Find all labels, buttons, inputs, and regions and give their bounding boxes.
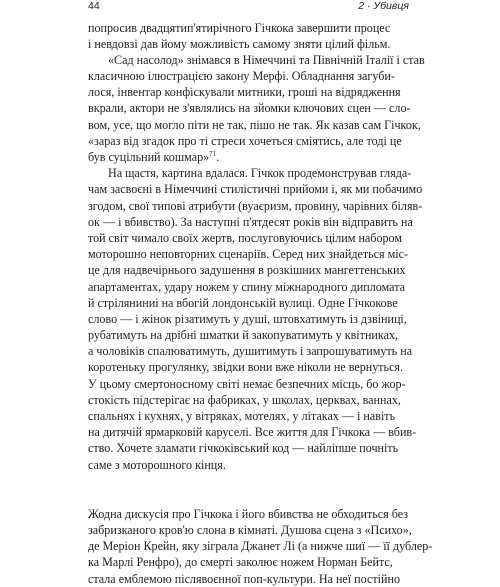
text-line: це для надвечірнього задушення в розкішних мангеттенських — [88, 263, 406, 278]
text-line: моторошно неповторних сценаріїв. Серед них знайдеться міс- — [88, 247, 409, 262]
text-line — [88, 149, 412, 165]
text-line: лося, інвентар конфіскували митники, гроші на відрядження — [88, 85, 401, 100]
text-line: слово — і жінок різатимуть у душі, штовхатимуть із дзвіниці, — [88, 311, 407, 326]
text-line: саме з моторошного кінця. — [88, 457, 226, 472]
text-line: де Меріон Крейн, яку зіграла Джанет Лі (а нижче шиї — її дублер- — [88, 539, 433, 554]
text-line: рубатимуть на дрібні шматки й закопуватимуть у квітниках, — [88, 328, 399, 343]
text-line: Жодна дискусія про Гічкока і його вбивства не обходиться без — [88, 506, 409, 521]
text-line: «зараз від згадок про ті стреси хочеться сміятись, але тоді це — [88, 133, 402, 148]
text-line: той світ чимало своїх жертв, послуговуючись цілим набором — [88, 230, 403, 245]
text-fragment: був суцільний кошмар» — [88, 150, 210, 164]
text-line: а чоловіків спалюватимуть, душитимуть і запрошуватимуть на — [88, 344, 413, 359]
section-break — [88, 473, 412, 506]
text-line: вкрали, актори не з'являлись на зйомки ключових сцен — сло- — [88, 101, 411, 116]
text-line: і невдовзі дав йому можливість самому зняти цілий фільм. — [88, 36, 391, 51]
text-line: класичною ілюстрацією закону Мерфі. Обладнання загуби- — [88, 69, 395, 84]
text-line: згодом, свої типові атрибути (вуаєризм, провину, чарівних біляв- — [88, 198, 423, 213]
text-line: ство. Хочете зламати гічкоківський код — найліпше почніть — [88, 441, 399, 456]
text-line: стокість підстерігає на фабриках, у школах, церквах, ваннах, — [88, 392, 401, 407]
period: . — [216, 150, 220, 164]
page-number: 44 — [88, 0, 100, 12]
text-line: У цьому смертоносному світі немає безпечних місць, бо жор- — [88, 376, 406, 391]
text-line: ка Марлі Ренфро), до смерті заколює ножем Норман Бейтс, — [88, 555, 393, 570]
text-line: На щастя, картина вдалася. Гічкок продемонстрував гляда- — [108, 166, 412, 181]
text-line: коротеньку прогулянку, звідки вони вже ніколи не вернуться. — [88, 360, 404, 375]
text-line: ок — і вбивство). За наступні п'ятдесят років він відправить на — [88, 214, 413, 229]
page-header — [0, 0, 500, 14]
footnote-ref: 71 — [209, 150, 217, 158]
text-line: попросив двадцятип'ятирічного Гічкока завершити процес — [88, 20, 391, 35]
text-line: стала емблемою післявоєнної поп-культури. На неї постійно — [88, 571, 401, 586]
text-line: «Сад насолод» знімався в Німеччині та Північній Італії і став — [108, 52, 425, 67]
text-line: чам засвоєні в Німеччині стилістичні прийоми і, як ми побачимо — [88, 182, 423, 197]
text-line: на дитячій ярмарковій каруселі. Все життя для Гічкока — вбив- — [88, 425, 417, 440]
body-text — [88, 20, 433, 587]
text-line: вом, усе, що могло піти не так, пішо не так. Як казав сам Гічкок, — [88, 117, 421, 132]
text-line: апартаментах, удару ножем у спину міжнародного дипломата — [88, 279, 405, 294]
text-line: спальнях і кухнях, у вітряках, мотелях, у літаках — і навіть — [88, 409, 396, 423]
text-line: забризканого кров'ю слона в кімнаті. Душова сцена з «Психо», — [88, 522, 412, 537]
text-line: й стріляниниі на вбогій лондонській вулиці. Одне Гічкокове — [88, 295, 398, 310]
running-title: 2 · Убивця — [358, 0, 409, 12]
